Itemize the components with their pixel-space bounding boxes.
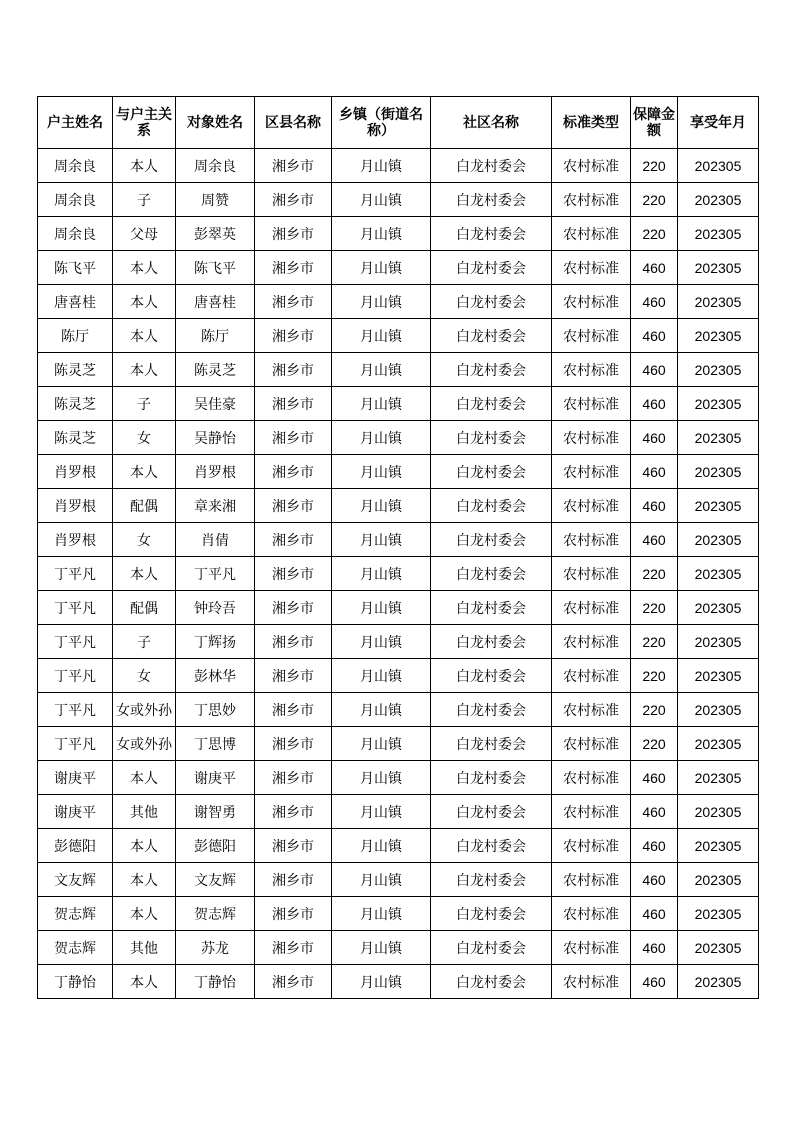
county-cell: 湘乡市: [255, 625, 332, 659]
period-cell: 202305: [678, 285, 759, 319]
county-cell: 湘乡市: [255, 965, 332, 999]
recipient-name-cell: 丁辉扬: [176, 625, 255, 659]
township-cell: 月山镇: [332, 829, 431, 863]
assistance-roster-table: [37, 96, 759, 999]
amount-cell: 460: [631, 795, 678, 829]
standard-type-cell: 农村标准: [552, 149, 631, 183]
community-cell: 白龙村委会: [431, 387, 552, 421]
township-cell: 月山镇: [332, 353, 431, 387]
community-cell: 白龙村委会: [431, 421, 552, 455]
standard-type-cell: 农村标准: [552, 693, 631, 727]
recipient-name-cell: 肖罗根: [176, 455, 255, 489]
relation-cell: 其他: [113, 931, 176, 965]
standard-type-cell: 农村标准: [552, 285, 631, 319]
community-cell: 白龙村委会: [431, 965, 552, 999]
county-cell: 湘乡市: [255, 285, 332, 319]
standard-type-cell: 农村标准: [552, 965, 631, 999]
township-cell: 月山镇: [332, 285, 431, 319]
header-household-head: 户主姓名: [38, 97, 113, 149]
amount-cell: 220: [631, 591, 678, 625]
recipient-name-cell: 彭德阳: [176, 829, 255, 863]
period-cell: 202305: [678, 353, 759, 387]
relation-cell: 配偶: [113, 489, 176, 523]
relation-cell: 本人: [113, 897, 176, 931]
relation-cell: 本人: [113, 557, 176, 591]
amount-cell: 460: [631, 761, 678, 795]
county-cell: 湘乡市: [255, 931, 332, 965]
amount-cell: 460: [631, 829, 678, 863]
county-cell: 湘乡市: [255, 795, 332, 829]
community-cell: 白龙村委会: [431, 761, 552, 795]
community-cell: 白龙村委会: [431, 625, 552, 659]
amount-cell: 460: [631, 387, 678, 421]
period-cell: 202305: [678, 557, 759, 591]
recipient-name-cell: 谢智勇: [176, 795, 255, 829]
table-row: [38, 863, 759, 897]
period-cell: 202305: [678, 727, 759, 761]
table-row: [38, 489, 759, 523]
township-cell: 月山镇: [332, 931, 431, 965]
county-cell: 湘乡市: [255, 353, 332, 387]
household-head-cell: 周余良: [38, 217, 113, 251]
household-head-cell: 彭德阳: [38, 829, 113, 863]
period-cell: 202305: [678, 421, 759, 455]
header-township: 乡镇（街道名称）: [332, 97, 431, 149]
amount-cell: 460: [631, 965, 678, 999]
household-head-cell: 贺志辉: [38, 897, 113, 931]
recipient-name-cell: 文友辉: [176, 863, 255, 897]
relation-cell: 配偶: [113, 591, 176, 625]
recipient-name-cell: 吴佳豪: [176, 387, 255, 421]
standard-type-cell: 农村标准: [552, 863, 631, 897]
table-row: [38, 251, 759, 285]
recipient-name-cell: 陈厅: [176, 319, 255, 353]
recipient-name-cell: 钟玲吾: [176, 591, 255, 625]
household-head-cell: 丁平凡: [38, 727, 113, 761]
county-cell: 湘乡市: [255, 489, 332, 523]
table-row: [38, 761, 759, 795]
standard-type-cell: 农村标准: [552, 795, 631, 829]
table-row: [38, 931, 759, 965]
county-cell: 湘乡市: [255, 149, 332, 183]
relation-cell: 女: [113, 659, 176, 693]
table-row: [38, 149, 759, 183]
household-head-cell: 周余良: [38, 183, 113, 217]
amount-cell: 220: [631, 183, 678, 217]
household-head-cell: 陈厅: [38, 319, 113, 353]
household-head-cell: 陈飞平: [38, 251, 113, 285]
table-row: [38, 285, 759, 319]
community-cell: 白龙村委会: [431, 897, 552, 931]
community-cell: 白龙村委会: [431, 251, 552, 285]
table-row: [38, 387, 759, 421]
table-row: [38, 217, 759, 251]
period-cell: 202305: [678, 387, 759, 421]
standard-type-cell: 农村标准: [552, 557, 631, 591]
county-cell: 湘乡市: [255, 557, 332, 591]
household-head-cell: 肖罗根: [38, 455, 113, 489]
household-head-cell: 丁静怡: [38, 965, 113, 999]
relation-cell: 父母: [113, 217, 176, 251]
household-head-cell: 文友辉: [38, 863, 113, 897]
period-cell: 202305: [678, 625, 759, 659]
recipient-name-cell: 苏龙: [176, 931, 255, 965]
township-cell: 月山镇: [332, 625, 431, 659]
township-cell: 月山镇: [332, 557, 431, 591]
period-cell: 202305: [678, 829, 759, 863]
period-cell: 202305: [678, 523, 759, 557]
relation-cell: 女: [113, 421, 176, 455]
county-cell: 湘乡市: [255, 387, 332, 421]
amount-cell: 460: [631, 863, 678, 897]
relation-cell: 其他: [113, 795, 176, 829]
period-cell: 202305: [678, 931, 759, 965]
standard-type-cell: 农村标准: [552, 591, 631, 625]
county-cell: 湘乡市: [255, 693, 332, 727]
recipient-name-cell: 陈灵芝: [176, 353, 255, 387]
amount-cell: 220: [631, 149, 678, 183]
table-row: [38, 693, 759, 727]
township-cell: 月山镇: [332, 761, 431, 795]
household-head-cell: 陈灵芝: [38, 353, 113, 387]
amount-cell: 460: [631, 523, 678, 557]
township-cell: 月山镇: [332, 183, 431, 217]
county-cell: 湘乡市: [255, 421, 332, 455]
amount-cell: 220: [631, 693, 678, 727]
period-cell: 202305: [678, 761, 759, 795]
county-cell: 湘乡市: [255, 455, 332, 489]
relation-cell: 本人: [113, 353, 176, 387]
community-cell: 白龙村委会: [431, 455, 552, 489]
township-cell: 月山镇: [332, 693, 431, 727]
household-head-cell: 丁平凡: [38, 625, 113, 659]
period-cell: 202305: [678, 251, 759, 285]
standard-type-cell: 农村标准: [552, 727, 631, 761]
relation-cell: 本人: [113, 285, 176, 319]
community-cell: 白龙村委会: [431, 489, 552, 523]
community-cell: 白龙村委会: [431, 217, 552, 251]
period-cell: 202305: [678, 455, 759, 489]
standard-type-cell: 农村标准: [552, 897, 631, 931]
period-cell: 202305: [678, 149, 759, 183]
county-cell: 湘乡市: [255, 761, 332, 795]
household-head-cell: 唐喜桂: [38, 285, 113, 319]
county-cell: 湘乡市: [255, 183, 332, 217]
table-row: [38, 965, 759, 999]
table-row: [38, 625, 759, 659]
community-cell: 白龙村委会: [431, 829, 552, 863]
header-amount: 保障金额: [631, 97, 678, 149]
recipient-name-cell: 陈飞平: [176, 251, 255, 285]
recipient-name-cell: 彭翠英: [176, 217, 255, 251]
standard-type-cell: 农村标准: [552, 489, 631, 523]
recipient-name-cell: 周赞: [176, 183, 255, 217]
amount-cell: 460: [631, 489, 678, 523]
recipient-name-cell: 贺志辉: [176, 897, 255, 931]
household-head-cell: 肖罗根: [38, 523, 113, 557]
header-standard-type: 标准类型: [552, 97, 631, 149]
community-cell: 白龙村委会: [431, 727, 552, 761]
table-row: [38, 421, 759, 455]
standard-type-cell: 农村标准: [552, 421, 631, 455]
header-county: 区县名称: [255, 97, 332, 149]
amount-cell: 220: [631, 557, 678, 591]
amount-cell: 460: [631, 421, 678, 455]
header-recipient-name: 对象姓名: [176, 97, 255, 149]
county-cell: 湘乡市: [255, 217, 332, 251]
relation-cell: 女或外孙: [113, 727, 176, 761]
relation-cell: 子: [113, 625, 176, 659]
period-cell: 202305: [678, 659, 759, 693]
community-cell: 白龙村委会: [431, 693, 552, 727]
county-cell: 湘乡市: [255, 727, 332, 761]
household-head-cell: 陈灵芝: [38, 421, 113, 455]
relation-cell: 本人: [113, 761, 176, 795]
table-row: [38, 659, 759, 693]
standard-type-cell: 农村标准: [552, 353, 631, 387]
recipient-name-cell: 周余良: [176, 149, 255, 183]
standard-type-cell: 农村标准: [552, 625, 631, 659]
recipient-name-cell: 肖倩: [176, 523, 255, 557]
community-cell: 白龙村委会: [431, 591, 552, 625]
township-cell: 月山镇: [332, 489, 431, 523]
township-cell: 月山镇: [332, 149, 431, 183]
standard-type-cell: 农村标准: [552, 251, 631, 285]
standard-type-cell: 农村标准: [552, 217, 631, 251]
standard-type-cell: 农村标准: [552, 387, 631, 421]
amount-cell: 220: [631, 217, 678, 251]
standard-type-cell: 农村标准: [552, 523, 631, 557]
table-header-row: [38, 97, 759, 149]
amount-cell: 460: [631, 251, 678, 285]
recipient-name-cell: 唐喜桂: [176, 285, 255, 319]
period-cell: 202305: [678, 217, 759, 251]
county-cell: 湘乡市: [255, 829, 332, 863]
header-period: 享受年月: [678, 97, 759, 149]
community-cell: 白龙村委会: [431, 931, 552, 965]
household-head-cell: 贺志辉: [38, 931, 113, 965]
header-community: 社区名称: [431, 97, 552, 149]
township-cell: 月山镇: [332, 523, 431, 557]
amount-cell: 460: [631, 319, 678, 353]
standard-type-cell: 农村标准: [552, 829, 631, 863]
county-cell: 湘乡市: [255, 251, 332, 285]
community-cell: 白龙村委会: [431, 557, 552, 591]
community-cell: 白龙村委会: [431, 523, 552, 557]
household-head-cell: 丁平凡: [38, 693, 113, 727]
county-cell: 湘乡市: [255, 319, 332, 353]
standard-type-cell: 农村标准: [552, 455, 631, 489]
table-row: [38, 591, 759, 625]
township-cell: 月山镇: [332, 727, 431, 761]
amount-cell: 220: [631, 727, 678, 761]
relation-cell: 子: [113, 183, 176, 217]
community-cell: 白龙村委会: [431, 795, 552, 829]
community-cell: 白龙村委会: [431, 285, 552, 319]
county-cell: 湘乡市: [255, 523, 332, 557]
recipient-name-cell: 丁思博: [176, 727, 255, 761]
period-cell: 202305: [678, 795, 759, 829]
township-cell: 月山镇: [332, 591, 431, 625]
table-row: [38, 455, 759, 489]
township-cell: 月山镇: [332, 863, 431, 897]
amount-cell: 220: [631, 659, 678, 693]
standard-type-cell: 农村标准: [552, 761, 631, 795]
community-cell: 白龙村委会: [431, 863, 552, 897]
community-cell: 白龙村委会: [431, 149, 552, 183]
relation-cell: 本人: [113, 251, 176, 285]
relation-cell: 本人: [113, 863, 176, 897]
relation-cell: 子: [113, 387, 176, 421]
amount-cell: 460: [631, 897, 678, 931]
period-cell: 202305: [678, 863, 759, 897]
table-row: [38, 897, 759, 931]
table-row: [38, 319, 759, 353]
community-cell: 白龙村委会: [431, 319, 552, 353]
period-cell: 202305: [678, 489, 759, 523]
household-head-cell: 谢庚平: [38, 795, 113, 829]
township-cell: 月山镇: [332, 965, 431, 999]
community-cell: 白龙村委会: [431, 353, 552, 387]
table-row: [38, 523, 759, 557]
relation-cell: 本人: [113, 965, 176, 999]
amount-cell: 460: [631, 931, 678, 965]
township-cell: 月山镇: [332, 455, 431, 489]
township-cell: 月山镇: [332, 897, 431, 931]
period-cell: 202305: [678, 183, 759, 217]
amount-cell: 460: [631, 455, 678, 489]
household-head-cell: 丁平凡: [38, 591, 113, 625]
table-row: [38, 183, 759, 217]
relation-cell: 本人: [113, 319, 176, 353]
recipient-name-cell: 吴静怡: [176, 421, 255, 455]
table-row: [38, 795, 759, 829]
recipient-name-cell: 丁平凡: [176, 557, 255, 591]
township-cell: 月山镇: [332, 387, 431, 421]
township-cell: 月山镇: [332, 251, 431, 285]
period-cell: 202305: [678, 319, 759, 353]
community-cell: 白龙村委会: [431, 183, 552, 217]
household-head-cell: 丁平凡: [38, 659, 113, 693]
township-cell: 月山镇: [332, 421, 431, 455]
household-head-cell: 陈灵芝: [38, 387, 113, 421]
standard-type-cell: 农村标准: [552, 659, 631, 693]
relation-cell: 本人: [113, 829, 176, 863]
county-cell: 湘乡市: [255, 591, 332, 625]
relation-cell: 本人: [113, 455, 176, 489]
amount-cell: 460: [631, 285, 678, 319]
recipient-name-cell: 谢庚平: [176, 761, 255, 795]
household-head-cell: 肖罗根: [38, 489, 113, 523]
relation-cell: 本人: [113, 149, 176, 183]
table-row: [38, 557, 759, 591]
standard-type-cell: 农村标准: [552, 319, 631, 353]
table-row: [38, 829, 759, 863]
recipient-name-cell: 丁静怡: [176, 965, 255, 999]
township-cell: 月山镇: [332, 217, 431, 251]
relation-cell: 女: [113, 523, 176, 557]
county-cell: 湘乡市: [255, 659, 332, 693]
community-cell: 白龙村委会: [431, 659, 552, 693]
period-cell: 202305: [678, 591, 759, 625]
recipient-name-cell: 章来湘: [176, 489, 255, 523]
township-cell: 月山镇: [332, 659, 431, 693]
household-head-cell: 周余良: [38, 149, 113, 183]
recipient-name-cell: 彭林华: [176, 659, 255, 693]
county-cell: 湘乡市: [255, 897, 332, 931]
township-cell: 月山镇: [332, 319, 431, 353]
household-head-cell: 丁平凡: [38, 557, 113, 591]
recipient-name-cell: 丁思妙: [176, 693, 255, 727]
standard-type-cell: 农村标准: [552, 931, 631, 965]
table-body: [38, 149, 759, 999]
table-row: [38, 727, 759, 761]
county-cell: 湘乡市: [255, 863, 332, 897]
township-cell: 月山镇: [332, 795, 431, 829]
amount-cell: 220: [631, 625, 678, 659]
period-cell: 202305: [678, 693, 759, 727]
household-head-cell: 谢庚平: [38, 761, 113, 795]
relation-cell: 女或外孙: [113, 693, 176, 727]
amount-cell: 460: [631, 353, 678, 387]
standard-type-cell: 农村标准: [552, 183, 631, 217]
header-relation: 与户主关系: [113, 97, 176, 149]
period-cell: 202305: [678, 965, 759, 999]
table-row: [38, 353, 759, 387]
period-cell: 202305: [678, 897, 759, 931]
